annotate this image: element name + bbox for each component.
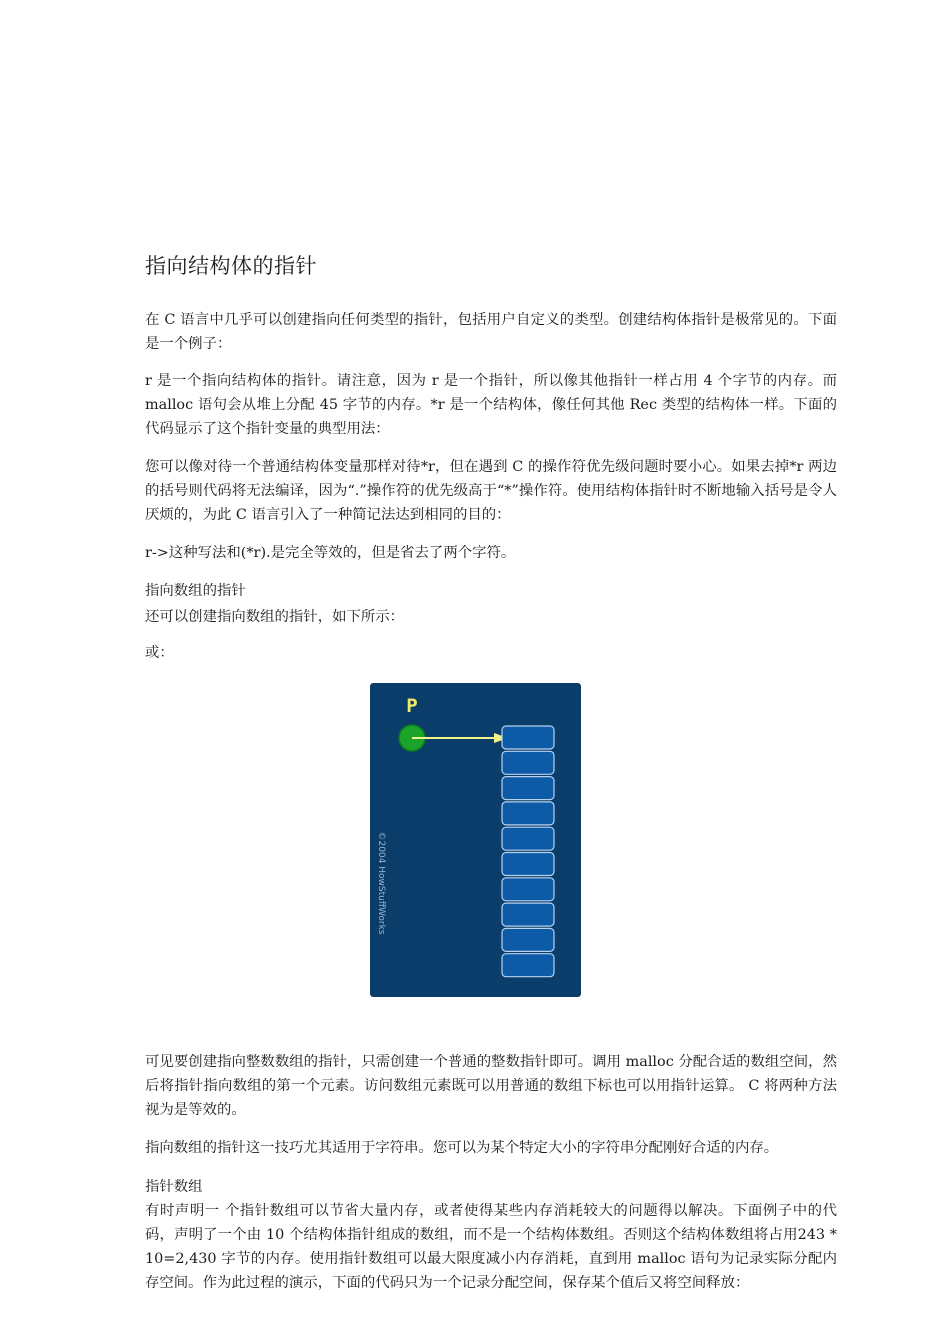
array-cell	[502, 853, 554, 876]
figure-svg	[370, 683, 581, 997]
array-cell	[502, 903, 554, 926]
paragraph-arrow-notation: r->这种写法和(*r).是完全等效的，但是省去了两个字符。	[145, 545, 516, 561]
paragraph-precedence: 您可以像对待一个普通结构体变量那样对待*r，但在遇到 C 的操作符优先级问题时要小心。如果去掉*r 两边的括号则代码将无法编译，因为“.”操作符的优先级高于“*”操作符。使用结构体指针时不断地输入括号是令人厌烦的，为此 C 语言引入了一种简记法达到相同的目的：	[145, 459, 837, 523]
paragraph-pointer-array: 有时声明一 个指针数组可以节省大量内存，或者使得某些内存消耗较大的问题得以解决。下面例子中的代码，声明了一个由 10 个结构体指针组成的数组，而不是一个结构体数组。否则这个结构体数组将占用243 * 10=2,430 字节的内存。使用指针数组可以最大限度减小内存消耗，直到用 malloc 语句为记录实际分配内存空间。作为此过程的演示，下面的代码只为一个记录分配空间，保存某个值后又将空间释放：	[145, 1203, 837, 1291]
array-cell	[502, 726, 554, 749]
array-cell	[502, 827, 554, 850]
pointer-to-array-figure	[370, 683, 581, 997]
section-heading-array-pointer: 指向数组的指针	[145, 583, 246, 599]
page-title: 指向结构体的指针	[145, 254, 317, 278]
paragraph-or: 或：	[145, 645, 174, 661]
array-cell	[502, 928, 554, 951]
pointer-label: P	[406, 695, 418, 717]
array-cell	[502, 954, 554, 977]
array-cell	[502, 802, 554, 825]
paragraph-array-pointer: 还可以创建指向数组的指针，如下所示：	[145, 609, 405, 625]
paragraph-int-array-pointer: 可见要创建指向整数数组的指针，只需创建一个普通的整数指针即可。调用 malloc 分配合适的数组空间，然后将指针指向数组的第一个元素。访问数组元素既可以用普通的数组下标也可以用指针运算。 C 将两种方法视为是等效的。	[145, 1054, 837, 1118]
paragraph-intro: 在 C 语言中几乎可以创建指向任何类型的指针，包括用户自定义的类型。创建结构体指针是极常见的。下面是一个例子：	[145, 312, 837, 352]
paragraph-struct-pointer: r 是一个指向结构体的指针。请注意，因为 r 是一个指针，所以像其他指针一样占用 4 个字节的内存。而 malloc 语句会从堆上分配 45 字节的内存。*r 是一个结构体，像任何其他 Rec 类型的结构体一样。下面的代码显示了这个指针变量的典型用法：	[145, 373, 837, 437]
section-heading-pointer-array: 指针数组	[145, 1179, 203, 1195]
copyright-text: ©2004 HowStuffWorks	[376, 831, 386, 935]
array-cell	[502, 777, 554, 800]
array-cell	[502, 751, 554, 774]
paragraph-strings: 指向数组的指针这一技巧尤其适用于字符串。您可以为某个特定大小的字符串分配刚好合适的内存。	[145, 1140, 779, 1156]
array-cell	[502, 878, 554, 901]
